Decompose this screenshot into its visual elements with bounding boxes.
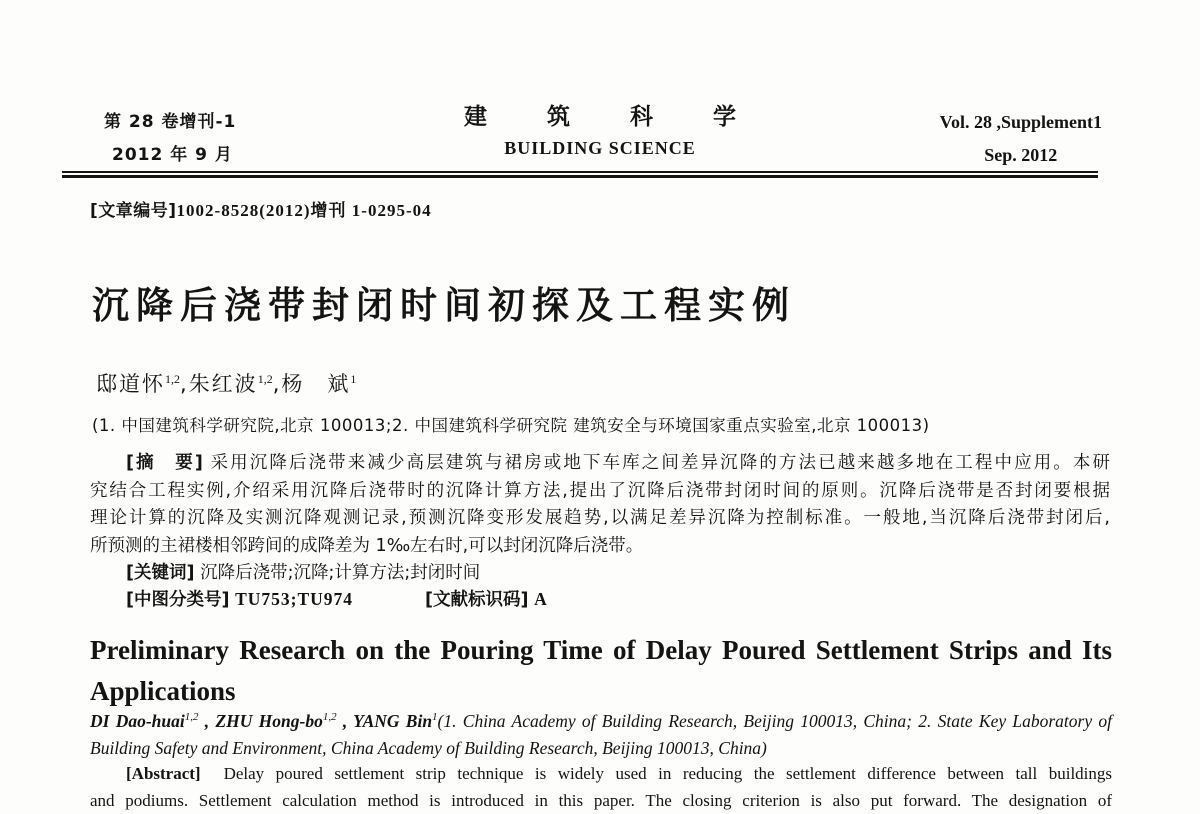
doc-code-label: [文献标识码] xyxy=(425,590,529,610)
author-cn-2-affil-marker: 1,2 xyxy=(257,372,273,386)
authors-en: DI Dao-huai$^{1,2}$ , ZHU Hong-bo$^{1,2}$ , YANG Bin$^1$(1. China Academy of Building Research, Beijing 100013, China; 2. State Key Laboratory of Building Safety and Environment, China Academy of Building Research, Beijing 100013, China) xyxy=(90,710,1112,758)
title-en-line-2: Applications xyxy=(90,676,236,706)
abstract-cn-line-2: 究结合工程实例,介绍采用沉降后浇带时的沉降计算方法,提出了沉降后浇带封闭时间的原则。沉降后浇带是否封闭要根据 xyxy=(90,480,1110,501)
keywords-line xyxy=(90,559,1110,584)
author-cn-3-affil-marker: 1 xyxy=(350,372,357,386)
author-cn-2: 朱红波 xyxy=(188,372,258,396)
keywords-label: [关键词] xyxy=(126,563,195,583)
article-title-en xyxy=(90,630,1112,712)
volume-en: Vol. 28 ,Supplement1 xyxy=(939,112,1102,132)
author-cn-1: 邸道怀 xyxy=(96,372,165,396)
clc-label: [中图分类号] xyxy=(126,590,230,610)
author-en-2: ZHU Hong-bo xyxy=(215,710,323,731)
author-en-1: DI Dao-huai xyxy=(90,710,185,731)
journal-issue-en xyxy=(940,106,1102,172)
abstract-en-line-1: [Abstract] Delay poured settlement strip technique is widely used in reducing the settlement difference between tall buildings xyxy=(126,764,1113,783)
abstract-cn-line-3: 理论计算的沉降及实测沉降观测记录,预测沉降变形发展趋势,以满足差异沉降为控制标准。一般地,当沉降后浇带封闭后, xyxy=(90,508,1110,528)
authors-cn: 邸道怀$^{1,2}$,朱红波$^{1,2}$,杨 斌$^1$ xyxy=(96,372,357,396)
abstract-cn-line-1: [摘 要] 采用沉降后浇带来减少高层建筑与裙房或地下车库之间差异沉降的方法已越来越多地在工程中应用。本研 xyxy=(126,453,1110,473)
article-id-label: [文章编号] xyxy=(90,201,177,221)
masthead-divider-rule xyxy=(62,171,1098,178)
affiliation-cn: (1. 中国建筑科学研究院,北京 100013;2. 中国建筑科学研究院 建筑安全与环境国家重点实验室,北京 100013) xyxy=(92,416,930,435)
author-cn-3: 杨 斌 xyxy=(281,372,351,396)
abstract-en xyxy=(90,760,1112,814)
author-cn-1-affil-marker: 1,2 xyxy=(165,372,180,386)
journal-name-cn: 建 筑 科 学 xyxy=(463,104,763,130)
clc-value: TU753;TU974 xyxy=(235,589,354,609)
author-en-2-affil-marker: 1,2 xyxy=(322,711,337,723)
journal-name-en: BUILDING SCIENCE xyxy=(504,138,696,158)
abstract-en-line-2: and podiums. Settlement calculation method is introduced in this paper. The closing criterion is also put forward. The designation of xyxy=(90,791,1112,810)
abstract-en-label: [Abstract] xyxy=(126,764,201,783)
abstract-cn-line-4: 所预测的主裙楼相邻跨间的成降差为 1‰左右时,可以封闭沉降后浇带。 xyxy=(90,535,644,556)
article-id-line xyxy=(90,196,432,221)
doc-code-value: A xyxy=(534,589,548,609)
date-cn: 2012 年 9 月 xyxy=(112,145,233,165)
keywords-value: 沉降后浇带;沉降;计算方法;封闭时间 xyxy=(200,563,481,583)
date-en: Sep. 2012 xyxy=(984,145,1058,165)
abstract-cn xyxy=(90,450,1110,560)
classification-line xyxy=(90,586,1110,611)
affiliation-en: (1. China Academy of Building Research, Beijing 100013, China; 2. State Key Laboratory of Building Safety and Environment, China Academy of Building Research, Beijing 100013, China) xyxy=(90,710,1112,758)
author-en-3: YANG Bin xyxy=(353,710,433,731)
abstract-cn-label: [摘 要] xyxy=(126,453,203,473)
volume-cn: 第 28 卷增刊-1 xyxy=(104,112,237,132)
article-id-value: 1002-8528(2012)增刊 1-0295-04 xyxy=(176,201,432,220)
title-en-line-1: Preliminary Research on the Pouring Time of Delay Poured Settlement Strips and Its xyxy=(90,635,1112,665)
author-en-1-affil-marker: 1,2 xyxy=(184,711,199,723)
article-title-cn: 沉降后浇带封闭时间初探及工程实例 xyxy=(92,284,796,327)
author-en-3-affil-marker: 1 xyxy=(432,711,438,723)
